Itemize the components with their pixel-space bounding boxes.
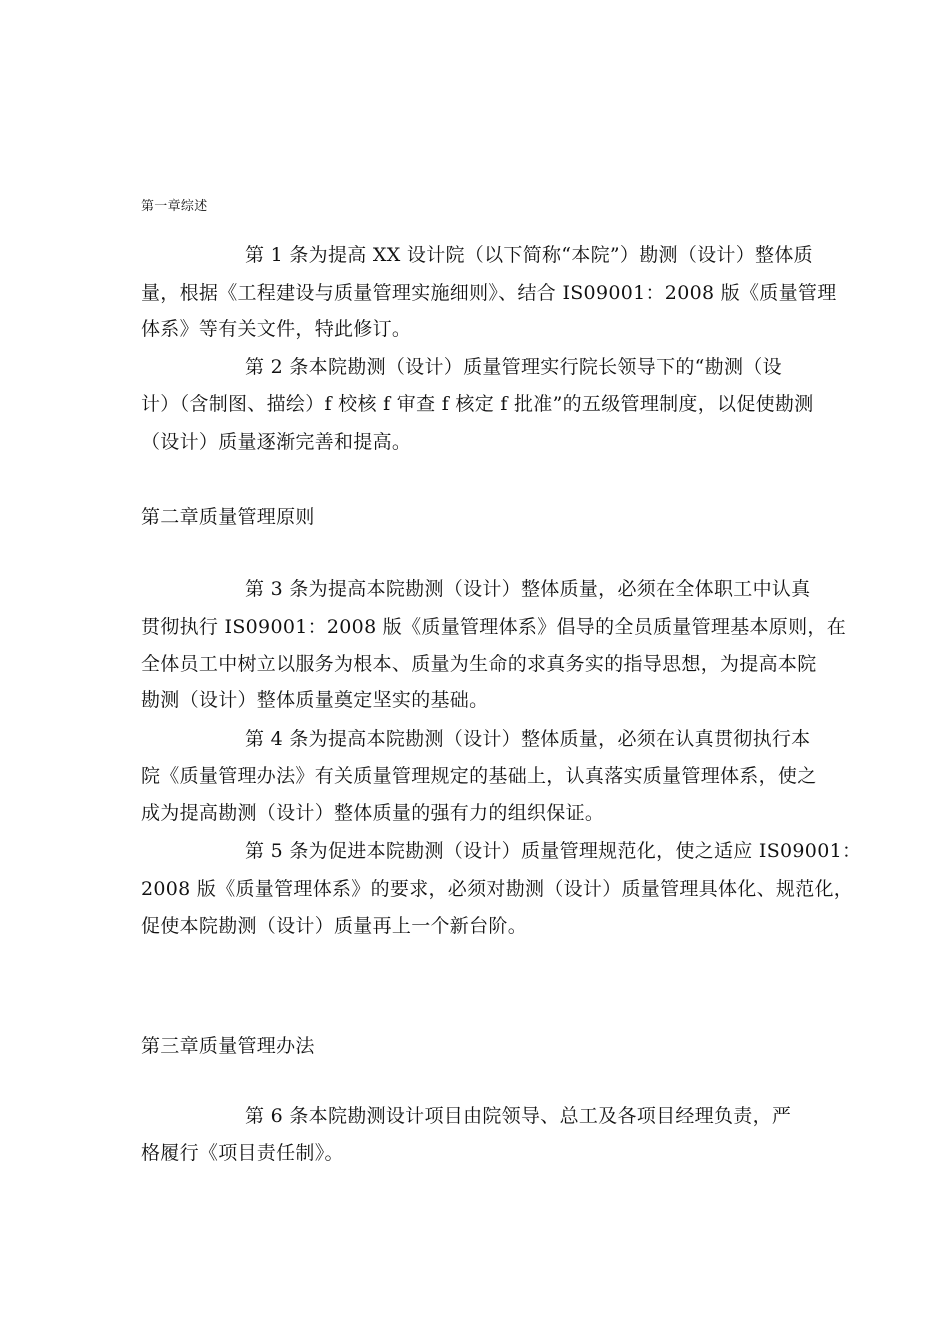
article-5-line-3: 促使本院勘测（设计）质量再上一个新台阶。 xyxy=(141,915,528,937)
article-5-line-1: 第 5 条为促进本院勘测（设计）质量管理规范化，使之适应 IS09001： xyxy=(245,840,862,862)
article-4-line-3: 成为提高勘测（设计）整体质量的强有力的组织保证。 xyxy=(141,802,605,824)
article-6-line-2: 格履行《项目责任制》。 xyxy=(141,1142,344,1164)
article-4-line-2: 院《质量管理办法》有关质量管理规定的基础上，认真落实质量管理体系，使之 xyxy=(141,765,817,787)
article-4-line-1: 第 4 条为提高本院勘测（设计）整体质量，必须在认真贯彻执行本 xyxy=(245,728,811,750)
chapter-3-heading: 第三章质量管理办法 xyxy=(141,1035,315,1057)
article-6-line-1: 第 6 条本院勘测设计项目由院领导、总工及各项目经理负责，严 xyxy=(245,1105,792,1127)
article-2-line-3: （设计）质量逐渐完善和提高。 xyxy=(141,431,412,453)
article-2-line-1: 第 2 条本院勘测（设计）质量管理实行院长领导下的“勘测（设 xyxy=(245,356,782,378)
article-5-line-2: 2008 版《质量管理体系》的要求，必须对勘测（设计）质量管理具体化、规范化， xyxy=(141,878,854,900)
article-1-line-3: 体系》等有关文件，特此修订。 xyxy=(141,318,412,340)
article-2-line-2: 计）（含制图、描绘）f 校核 f 审查 f 核定 f 批准”的五级管理制度，以促使勘测 xyxy=(141,393,814,415)
article-3-line-1: 第 3 条为提高本院勘测（设计）整体质量，必须在全体职工中认真 xyxy=(245,578,811,600)
article-3-line-2: 贯彻执行 IS09001：2008 版《质量管理体系》倡导的全员质量管理基本原则，在 xyxy=(141,616,846,638)
chapter-2-heading: 第二章质量管理原则 xyxy=(141,506,315,528)
chapter-1-heading: 第一章综述 xyxy=(141,199,208,214)
article-3-line-3: 全体员工中树立以服务为根本、质量为生命的求真务实的指导思想，为提高本院 xyxy=(141,653,817,675)
article-3-line-4: 勘测（设计）整体质量奠定坚实的基础。 xyxy=(141,689,489,711)
article-1-line-1: 第 1 条为提高 XX 设计院（以下简称“本院”）勘测（设计）整体质 xyxy=(245,244,813,266)
article-1-line-2: 量，根据《工程建设与质量管理实施细则》、结合 IS09001：2008 版《质量管理 xyxy=(141,282,837,304)
